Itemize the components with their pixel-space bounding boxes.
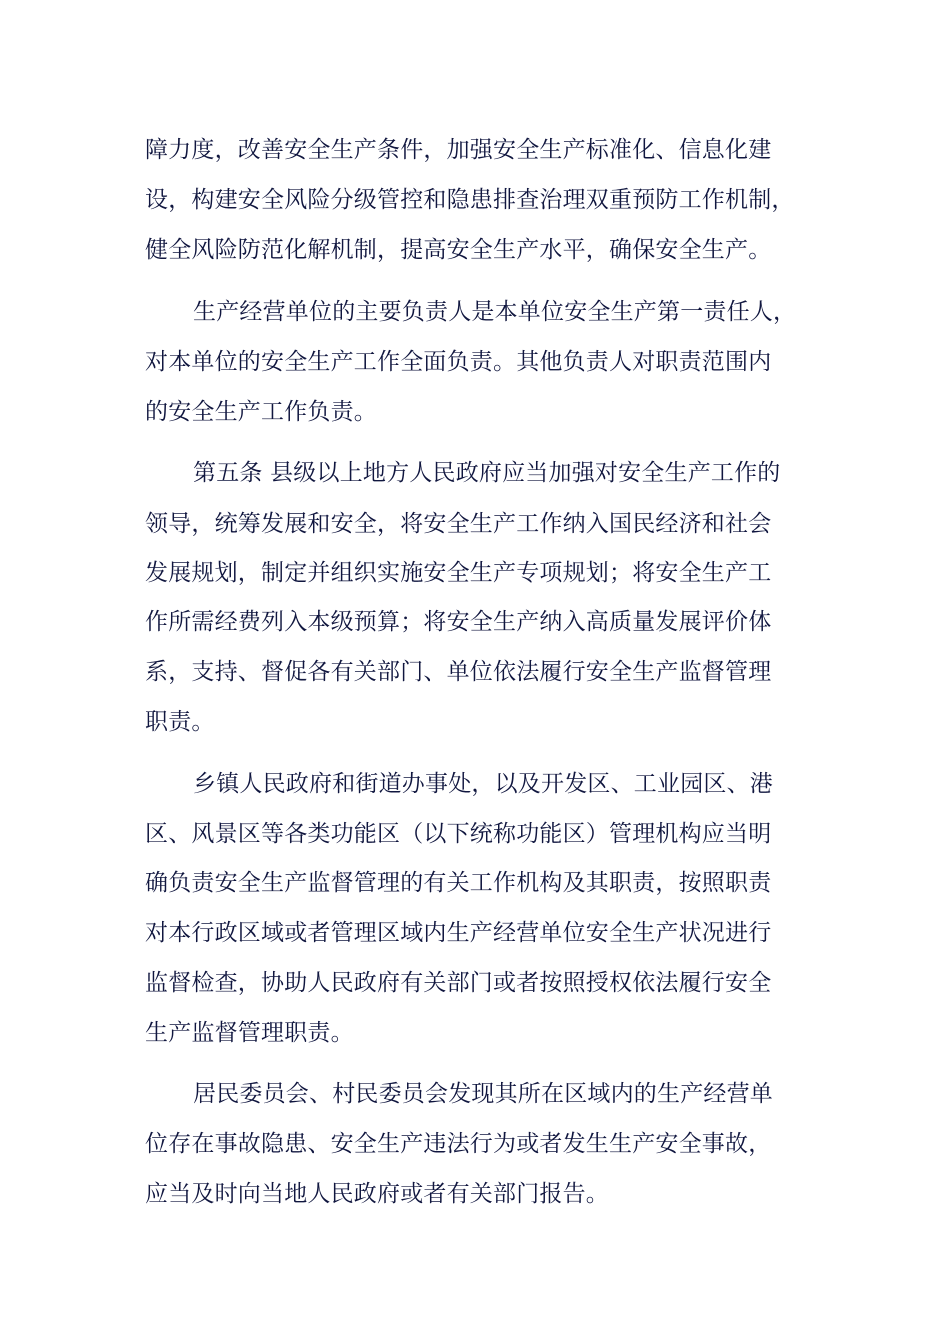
- paragraph-4-line-6: 生产监督管理职责。: [145, 1020, 354, 1046]
- paragraph-2-line-2: 对本单位的安全生产工作全面负责。其他负责人对职责范围内: [145, 349, 772, 375]
- article-5-line-1: 第五条 县级以上地方人民政府应当加强对安全生产工作的: [193, 460, 781, 486]
- paragraph-1-line-3: 健全风险防范化解机制，提高安全生产水平，确保安全生产。: [145, 237, 772, 263]
- article-5-line-4: 作所需经费列入本级预算；将安全生产纳入高质量发展评价体: [145, 609, 772, 635]
- paragraph-1-line-1: 障力度，改善安全生产条件，加强安全生产标准化、信息化建: [145, 137, 772, 163]
- paragraph-5-line-1: 居民委员会、村民委员会发现其所在区域内的生产经营单: [193, 1081, 773, 1107]
- article-5-line-5: 系，支持、督促各有关部门、单位依法履行安全生产监督管理: [145, 659, 772, 685]
- paragraph-2-line-1: 生产经营单位的主要负责人是本单位安全生产第一责任人，: [193, 299, 797, 325]
- paragraph-1-line-2: 设，构建安全风险分级管控和隐患排查治理双重预防工作机制，: [145, 187, 795, 213]
- paragraph-4-line-1: 乡镇人民政府和街道办事处，以及开发区、工业园区、港: [193, 771, 773, 797]
- article-5-line-3: 发展规划，制定并组织实施安全生产专项规划；将安全生产工: [145, 560, 772, 586]
- paragraph-5-line-3: 应当及时向当地人民政府或者有关部门报告。: [145, 1181, 609, 1207]
- article-5-line-2: 领导，统筹发展和安全，将安全生产工作纳入国民经济和社会: [145, 511, 772, 537]
- paragraph-2-line-3: 的安全生产工作负责。: [145, 399, 377, 425]
- paragraph-4-line-3: 确负责安全生产监督管理的有关工作机构及其职责，按照职责: [145, 870, 772, 896]
- paragraph-4-line-2: 区、风景区等各类功能区（以下统称功能区）管理机构应当明: [145, 821, 772, 847]
- paragraph-4-line-5: 监督检查，协助人民政府有关部门或者按照授权依法履行安全: [145, 970, 772, 996]
- article-5-line-6: 职责。: [145, 709, 215, 735]
- paragraph-4-line-4: 对本行政区域或者管理区域内生产经营单位安全生产状况进行: [145, 920, 772, 946]
- paragraph-5-line-2: 位存在事故隐患、安全生产违法行为或者发生生产安全事故，: [145, 1131, 772, 1157]
